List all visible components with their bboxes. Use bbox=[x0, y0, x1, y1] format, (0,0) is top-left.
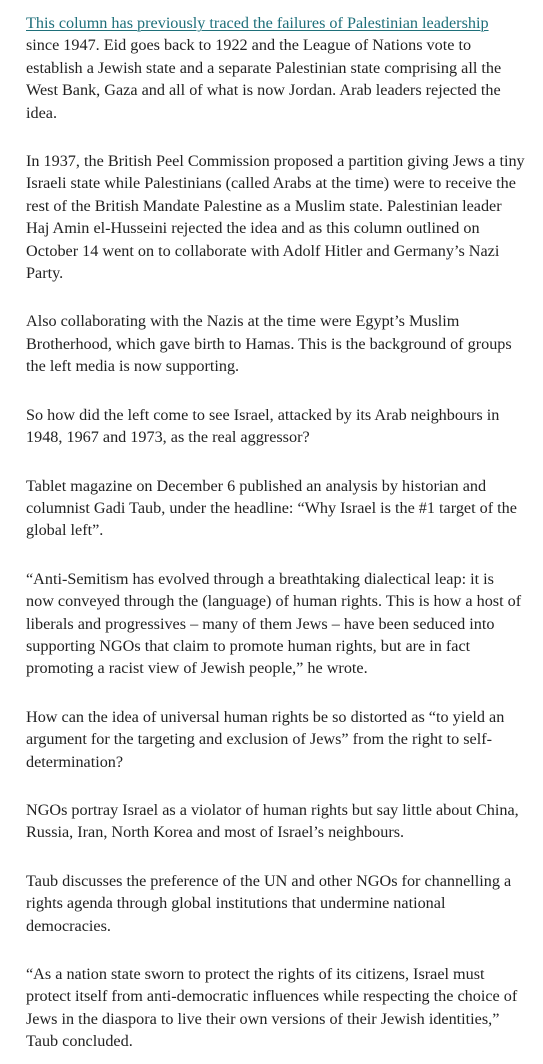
article-paragraph-4: So how did the left come to see Israel, attacked by its Arab neighbours in 1948, 1967 and 1973, as the real aggressor? bbox=[26, 405, 500, 447]
article-paragraph-5: Tablet magazine on December 6 published an analysis by historian and columnist Gadi Taub, under the headline: “Why Israel is the #1 target of the global left”. bbox=[26, 476, 517, 540]
article-paragraph-2: In 1937, the British Peel Commission proposed a partition giving Jews a tiny Israeli state while Palestinians (called Arabs at the time) were to receive the rest of the British Mandate Palestine as a Muslim state. Palestinian leader Haj Amin el-Husseini rejected the idea and as this column outlined on October 14 went on to collaborate with Adolf Hitler and Germany’s Nazi Party. bbox=[26, 152, 525, 283]
article-paragraph-8: NGOs portray Israel as a violator of human rights but say little about China, Russia, Iran, North Korea and most of Israel’s neighbours. bbox=[26, 800, 519, 842]
paragraph-text: since 1947. Eid goes back to 1922 and the League of Nations vote to establish a Jewish state and a separate Palestinian state comprising all the West Bank, Gaza and all of what is now Jordan. Arab leaders rejected the idea. bbox=[26, 36, 502, 122]
article-paragraph-10: “As a nation state sworn to protect the rights of its citizens, Israel must protect itself from anti-democratic influences while respecting the choice of Jews in the diaspora to live their own versions of their Jewish identities,” Taub concluded. bbox=[26, 965, 518, 1051]
article-paragraph-9: Taub discusses the preference of the UN and other NGOs for channelling a rights agenda through global institutions that undermine national democracies. bbox=[26, 871, 512, 935]
article-paragraph-3: Also collaborating with the Nazis at the time were Egypt’s Muslim Brotherhood, which gave birth to Hamas. This is the background of groups the left media is now supporting. bbox=[26, 312, 512, 376]
previous-column-link[interactable]: This column has previously traced the failures of Palestinian leadership bbox=[26, 14, 489, 32]
article-paragraph-7: How can the idea of universal human rights be so distorted as “to yield an argument for the targeting and exclusion of Jews” from the right to self-determination? bbox=[26, 707, 505, 771]
article-paragraph-1 bbox=[26, 12, 525, 124]
article-paragraph-6: “Anti-Semitism has evolved through a breathtaking dialectical leap: it is now conveyed through the (language) of human rights. This is how a host of liberals and progressives – many of them Jews – have been seduced into supporting NGOs that claim to promote human rights, but are in fact promoting a racist view of Jewish people,” he wrote. bbox=[26, 569, 522, 678]
